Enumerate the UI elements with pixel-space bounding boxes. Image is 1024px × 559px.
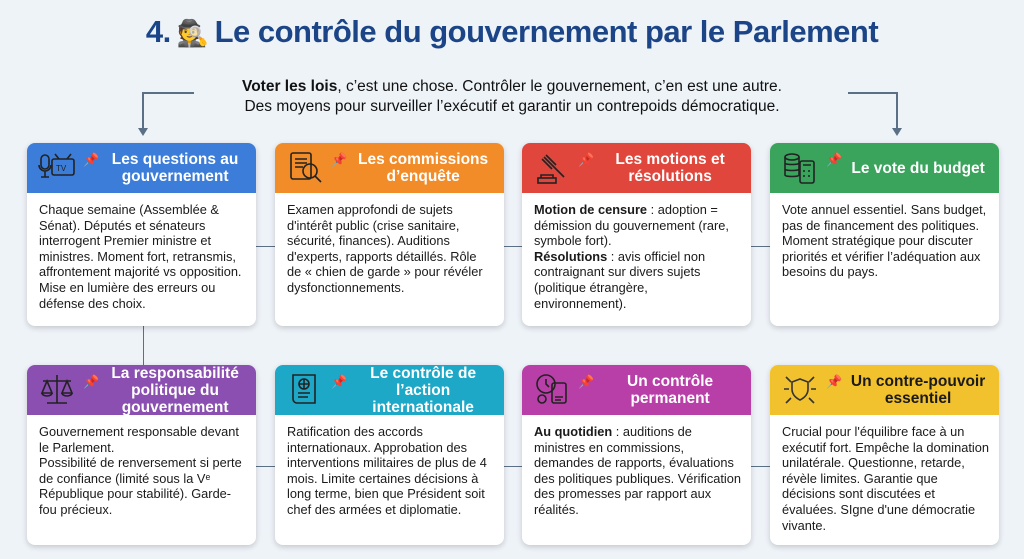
card-title: Les questions au gouvernement [111,151,239,185]
card-body [275,193,504,306]
title-text: Le contrôle du gouvernement par le Parlement [214,14,879,49]
pushpin-icon: 📌 [826,152,843,167]
card-paragraph [287,202,494,296]
intro-line2: Des moyens pour surveiller l’exécutif et garantir un contrepoids démocratique. [244,98,780,115]
detective-icon: 🕵️ [176,18,209,48]
card-header [770,143,999,193]
pushpin-icon: 📌 [83,374,100,389]
card [27,143,256,326]
connector [143,326,144,366]
card-paragraph-text: Vote annuel essentiel. Sans budget, pas de financement des politiques. [782,202,987,233]
card-paragraph-text: Gouvernement responsable devant le Parlement. [39,424,239,455]
card-paragraph [39,424,246,455]
globe-scroll-icon [283,370,327,410]
card [770,365,999,545]
pushpin-icon: 📌 [83,152,100,167]
card-paragraph [534,202,741,249]
document-magnifier-icon [283,148,327,188]
card-paragraph-text: : avis officiel non contraignant sur divers sujets (politique étrangère, environnement). [534,248,706,311]
card-paragraph-bold: Au quotidien [534,424,613,439]
card-paragraph [782,202,989,233]
card-title: Un contrôle permanent [627,373,714,407]
pushpin-icon: 📌 [826,374,843,389]
pushpin-icon: 📌 [578,152,595,167]
arrow-down-icon [892,128,902,136]
card [522,143,751,326]
card-title: Les motions et résolutions [615,151,725,185]
card [275,143,504,326]
card-title: Le vote du budget [851,159,985,177]
card-paragraph-text: : auditions de ministres en commissions, demandes de rapports, évaluations des politiques publiques. Vérification des promesses par rapport aux réalités. [534,424,742,517]
card-paragraph [534,424,741,518]
card-body [27,193,256,321]
page-title [0,14,1024,50]
scales-icon [35,370,79,410]
card-paragraph-text: Possibilité de renversement si perte de confiance (limité sous la Vᵉ République pour stabilité). Garde-fou précieux. [39,455,242,517]
card-paragraph-text: : adoption = démission du gouvernement (rare, symbole fort). [534,202,729,249]
card-header [275,365,504,415]
card-paragraph [39,455,246,517]
intro-bold: Voter les lois [242,78,338,95]
card-paragraph-text: Ratification des accords internationaux. Approbation des interventions militaires de plus de 4 mois. Limite certaines décisions à long terme, bien que Président soit chef des armées et diplomatie. [287,424,487,517]
pushpin-icon: 📌 [578,374,595,389]
title-number: 4. [145,14,171,49]
card-body [522,415,751,528]
card-paragraph [287,424,494,518]
card-title: La responsabilité politique du gouvernement [111,365,239,416]
pushpin-icon: 📌 [331,152,348,167]
clock-gear-document-icon [530,370,574,410]
card-paragraph-text: Crucial pour l'équilibre face à un exécutif fort. Empêche la domination unilatérale. Questionne, retarde, révèle limites. Garantie que décisions sont discutées et évaluées. SIgne d'une démocratie vivante. [782,424,989,533]
connector [142,92,194,94]
coins-calculator-icon [778,148,822,188]
intro-text [0,77,1024,117]
card-paragraph-bold: Motion de censure [534,202,648,217]
card-title: Le contrôle de l’action internationale [370,365,477,416]
shield-arrows-icon [778,370,822,410]
card-header [275,143,504,193]
svg-text:TV: TV [56,164,67,173]
card-paragraph-text: Moment stratégique pour discuter priorités et vérifier l’adéquation aux besoins du pays. [782,233,981,280]
card [770,143,999,326]
connector [848,92,898,94]
card-header [522,365,751,415]
connector [142,92,144,130]
card-paragraph-text: Examen approfondi de sujets d'intérêt public (crise sanitaire, sécurité, finances). Auditions d'experts, rapports détaillés. Rôle de « chien de garde » pour révéler dysfonctionnements. [287,202,483,295]
pushpin-icon: 📌 [331,374,348,389]
microphone-tv-icon [35,148,79,188]
card-header [522,143,751,193]
card [522,365,751,545]
card-paragraph [782,424,989,533]
arrow-down-icon [138,128,148,136]
card-paragraph [534,249,741,311]
intro-line1: , c’est une chose. Contrôler le gouvernement, c’en est une autre. [337,78,782,95]
card-body [770,193,999,290]
card-header [770,365,999,415]
card [275,365,504,545]
card-body [275,415,504,528]
card-paragraph-bold: Résolutions [534,248,608,264]
card-header [27,143,256,193]
card-body [522,193,751,321]
card-paragraph-text: Chaque semaine (Assemblée & Sénat). Députés et sénateurs interrogent Premier ministre et ministres. Moment fort, retransmis, affrontement majorité vs opposition. Mise en lumière des erreurs ou défense des choix. [39,202,242,311]
connector [896,92,898,130]
gavel-icon [530,148,574,188]
card-paragraph [39,202,246,311]
card-body [27,415,256,528]
card-title: Un contre-pouvoir essentiel [850,373,986,407]
card-paragraph [782,233,989,280]
card-header [27,365,256,415]
card [27,365,256,545]
card-title: Les commissions d’enquête [358,151,489,185]
card-body [770,415,999,543]
